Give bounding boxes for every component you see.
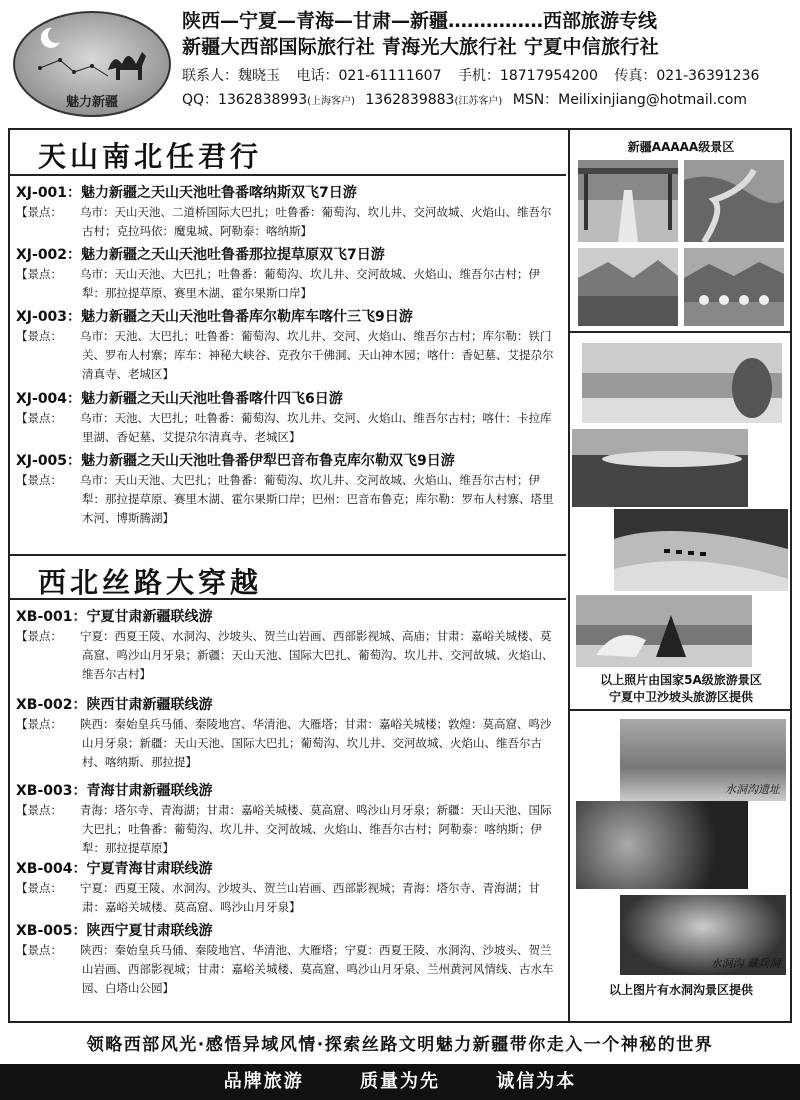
tour-item[interactable] [16,608,562,684]
photo-overlay-text: 水洞沟 藏兵洞 [710,957,780,970]
tour-item[interactable] [16,860,562,917]
tour-item[interactable] [16,308,562,384]
tour-item[interactable] [16,696,562,772]
tour-spots: 【景点： 乌市：天山天池、大巴扎；吐鲁番：葡萄沟、坎儿井、交河故城、火焰山、维吾尔古村；伊犁：那拉提草原、赛里木湖、霍尔果斯口岸】 [16,267,540,300]
tour-item[interactable] [16,390,562,447]
brand-bar [0,1064,800,1100]
xinjiang-photo-panel [570,130,792,333]
brand-slogan-3: 诚信为本 [496,1071,577,1092]
section-xinjiang-header [10,130,566,176]
tour-spots: 【景点： 陕西：秦始皇兵马俑、秦陵地宫、华清池、大雁塔；甘肃：嘉峪关城楼；敦煌：莫高窟、鸣沙山月牙泉；新疆：天山天池、国际大巴扎；葡萄沟、坎儿井、交河故城、火焰山、维吾尔古村、喀纳斯、那拉提】 [16,717,552,769]
tour-title: XB-003：青海甘肃新疆联线游 [16,783,213,799]
qq-note-2: (江苏客户) [454,96,503,107]
lake-photo [578,248,678,326]
tour-list [10,130,568,1021]
qq-number-2[interactable]: 1362839883 [365,92,455,108]
river-sand-photo [572,429,748,507]
tour-spots: 【景点： 青海：塔尔寺、青海湖；甘肃：嘉峪关城楼、莫高窟、鸣沙山月牙泉；新疆：天山天池、国际大巴扎；吐鲁番：葡萄沟、坎儿井、交河故城、火焰山、维吾尔古村；阿勒泰：喀纳斯；伊犁：那拉提草原】 [16,803,552,855]
river-valley-photo [684,160,784,242]
contact-line [182,64,792,88]
panel-caption: 新疆AAAAA级景区 [627,140,735,154]
shuidonggou-photo-panel [570,711,792,1021]
panel-caption: 宁夏中卫沙坡头旅游区提供 [608,690,753,704]
section-title: 西北丝路大穿越 [38,566,263,599]
panel-caption: 以上图片有水洞沟景区提供 [608,983,753,997]
svg-text:魅力新疆: 魅力新疆 [65,95,119,110]
tour-title: XJ-005：魅力新疆之天山天池吐鲁番伊犁巴音布鲁克库尔勒双飞9日游 [16,453,455,469]
tour-title: XB-002：陕西甘肃新疆联线游 [16,697,213,713]
header [0,0,800,125]
tour-spots: 【景点： 乌市：天池、大巴扎；吐鲁番：葡萄沟、坎儿井、交河、火焰山、维吾尔古村；库尔勒：铁门关、罗布人村寨；库车：神秘大峡谷、克孜尔千佛洞、天山神木园；喀什：香妃墓、艾提尕尔清真寺、老城区】 [16,329,554,381]
qq-number-1[interactable]: QQ：1362838993 [182,92,308,108]
panel-caption: 以上照片由国家5A级旅游景区 [600,673,762,687]
route-line: 陕西—宁夏—青海—甘肃—新疆……………西部旅游专线 [182,10,658,32]
tour-item[interactable] [16,246,562,303]
cave-interior-photo [576,801,748,889]
tour-spots: 【景点： 宁夏：西夏王陵、水洞沟、沙坡头、贺兰山岩画、西部影视城、高庙；甘肃：嘉峪关城楼、莫高窟、鸣沙山月牙泉；新疆：天山天池、国际大巴扎、葡萄沟、坎儿井、交河故城、火焰山、维吾尔古村】 [16,629,554,681]
corridor-photo [578,160,678,242]
tour-item[interactable] [16,922,562,998]
contact-person: 联系人：魏晓玉 [182,68,280,84]
grassland-yurts-photo [684,248,784,326]
tour-item[interactable] [16,184,562,241]
fax-number: 传真：021-36391236 [614,68,760,84]
tour-title: XJ-001：魅力新疆之天山天池吐鲁番喀纳斯双飞7日游 [16,185,357,201]
phone-number[interactable]: 电话：021-61111607 [296,68,442,84]
section-title: 天山南北任君行 [38,140,263,173]
rock-sculpture-photo [576,595,752,667]
tour-spots: 【景点： 乌市：天山天池、二道桥国际大巴扎；吐鲁番：葡萄沟、坎儿井、交河故城、火焰山、维吾尔古村；克拉玛依：魔鬼城、阿勒泰：喀纳斯】 [16,205,552,238]
tour-title: XJ-004：魅力新疆之天山天池吐鲁番喀什四飞6日游 [16,391,343,407]
mobile-number[interactable]: 手机：18717954200 [457,68,598,84]
tour-item[interactable] [16,452,562,528]
tour-title: XB-004：宁夏青海甘肃联线游 [16,861,213,877]
brand-slogan-1: 品牌旅游 [223,1071,304,1092]
tour-spots: 【景点： 乌市：天山天池、大巴扎；吐鲁番：葡萄沟、坎儿井、交河故城、火焰山、维吾尔古村；伊犁：那拉提草原、赛里木湖、霍尔果斯口岸；巴州：巴音布鲁克；库尔勒：罗布人村寨、塔里木河、博斯腾湖】 [16,473,554,525]
photo-overlay-text: 水洞沟遗址 [725,783,780,796]
brand-slogan-2: 质量为先 [360,1071,440,1092]
sandstone-statue-photo [582,343,782,423]
tour-spots: 【景点： 陕西：秦始皇兵马俑、秦陵地宫、华清池、大雁塔；宁夏：西夏王陵、水洞沟、沙坡头、贺兰山岩画、西部影视城；甘肃：嘉峪关城楼、莫高窟、鸣沙山月牙泉、兰州黄河风情线、古水车园、白塔山公园】 [16,943,554,995]
tour-title: XB-005：陕西宁夏甘肃联线游 [16,923,213,939]
slogan: 领略西部风光·感悟异域风情·探索丝路文明魅力新疆带你走入一个神秘的世界 [86,1035,714,1055]
tour-title: XB-001：宁夏甘肃新疆联线游 [16,609,213,625]
shuidonggou-site-photo [620,719,786,801]
section-silkroad-header [10,554,566,600]
im-line [182,88,792,112]
qq-note-1: (上海客户) [307,96,355,107]
camel-logo-icon [12,10,172,118]
tour-spots: 【景点： 宁夏：西夏王陵、水洞沟、沙坡头、贺兰山岩画、西部影视城；青海：塔尔寺、青海湖；甘肃：嘉峪关城楼、莫高窟、鸣沙山月牙泉】 [16,881,540,914]
agencies-line: 新疆大西部国际旅行社 青海光大旅行社 宁夏中信旅行社 [182,36,660,58]
photo-column [568,130,790,1021]
tour-item[interactable] [16,782,562,858]
tour-spots: 【景点： 乌市：天池、大巴扎；吐鲁番：葡萄沟、坎儿井、交河、火焰山、维吾尔古村；喀什：卡拉库里湖、香妃墓、艾提尕尔清真寺、老城区】 [16,411,552,444]
tour-title: XJ-002：魅力新疆之天山天池吐鲁番那拉提草原双飞7日游 [16,247,385,263]
main-frame [8,128,792,1023]
msn-address[interactable]: MSN：Meilixinjiang@hotmail.com [512,92,747,108]
military-tunnel-photo [620,895,786,975]
desert-camels-photo [614,509,788,591]
ningxia-photo-panel [570,333,792,711]
header-text [182,8,792,112]
tour-title: XJ-003：魅力新疆之天山天池吐鲁番库尔勒库车喀什三飞9日游 [16,309,413,325]
